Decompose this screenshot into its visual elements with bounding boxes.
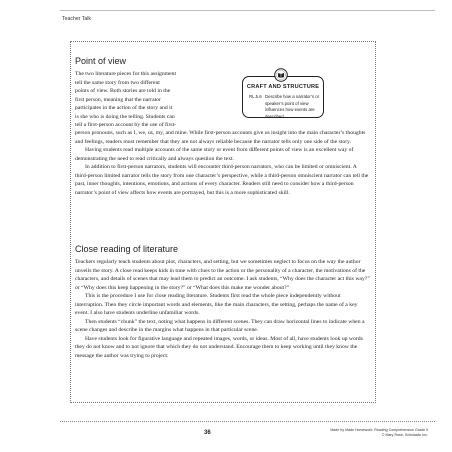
standard-code: RL.5.6	[249, 94, 262, 99]
page-header	[0, 0, 452, 40]
intro-line: tell the same story from two different	[75, 79, 160, 86]
intro-line: is she who is doing the telling. Students can	[75, 113, 175, 120]
intro-line: first person, meaning that the narrator	[75, 96, 161, 103]
section-title-point-of-view: Point of view	[75, 56, 127, 66]
paragraph: Then students “chunk” the text, noting what happens in different scenes. They can draw horizontal lines to indicate when a scene changes and describe in the margins what happens in that particular scene.	[75, 318, 365, 333]
close-reading-body	[75, 258, 370, 360]
paragraph: Having students read multiple accounts of the same story or event from different points of view is an excellent way of demonstrating the need to read critically and always question the text.	[75, 147, 354, 162]
credit-line: © Mary Rose, Scholastic Inc.	[381, 433, 428, 437]
paragraph: Have students look for figurative language and repeated images, words, or ideas. Most of all, have students look up words they do not know and to not ignore that which they do not understand. Encourage them to keep working until they know the message the author was trying to project.	[75, 335, 363, 359]
point-of-view-intro	[75, 70, 238, 130]
point-of-view-body	[75, 129, 370, 197]
header-label: Teacher Talk	[62, 16, 92, 22]
paragraph: person pronouns, such as I, we, us, my, and mine. While first-person accounts give us insight into the main character’s thoughts and feelings, readers must remember that they are not always reliable because the narrator tells only one side of the story.	[75, 130, 366, 145]
footer-rule	[60, 421, 435, 422]
paragraph: This is the procedure I use for close reading literature. Students first read the whole piece independently without interruption. Then they circle important words and elements, like the main characters, the setting, perhaps the name of a key event. I also have students underline unfamiliar words.	[75, 293, 358, 316]
paragraph: In addition to first-person narrators, students will encounter third-person narrators, who can be limited or omniscient. A third-person limited narrator tells the story from one character’s perspective, while a third-person omniscient narrator can tell the past, inner thoughts, intentions, emotions, and actions of every character. Readers still need to consider how a third-person narrator’s point of view affects how events are portrayed, but this is a more sophisticated skill.	[75, 164, 369, 196]
book-badge-icon	[274, 68, 288, 82]
page-number: 36	[204, 430, 211, 436]
craft-structure-callout	[242, 76, 324, 118]
standard-text: Describe how a narrator’s or speaker’s point of view influences how events are described.	[265, 94, 320, 119]
paragraph: Teachers regularly teach students about plot, characters, and setting, but we sometimes neglect to focus on the way the author unveils the story. A close read keeps kids in tune with clues to the action or the personality of a character, the motivations of the characters, and details of scenes that may lead them to predict an outcome. I ask students, “Why does the character act this way?” or “Why does this keep happening in the story?” or “What does this make me wonder about?”	[75, 259, 370, 291]
footer-credits	[300, 428, 428, 438]
section-title-close-reading: Close reading of literature	[75, 244, 179, 254]
intro-line: The two literature pieces for this assignment	[75, 71, 177, 77]
credit-line: Made by Made Homework: Reading Comprehension Grade 5	[330, 428, 428, 432]
intro-line: tell a first-person account by the use of first-	[75, 122, 177, 128]
header-rule	[60, 10, 435, 11]
intro-line: points of view. Both stories are told in the	[75, 88, 171, 94]
callout-title: CRAFT AND STRUCTURE	[246, 84, 320, 90]
intro-line: participates in the action of the story and it	[75, 105, 173, 111]
